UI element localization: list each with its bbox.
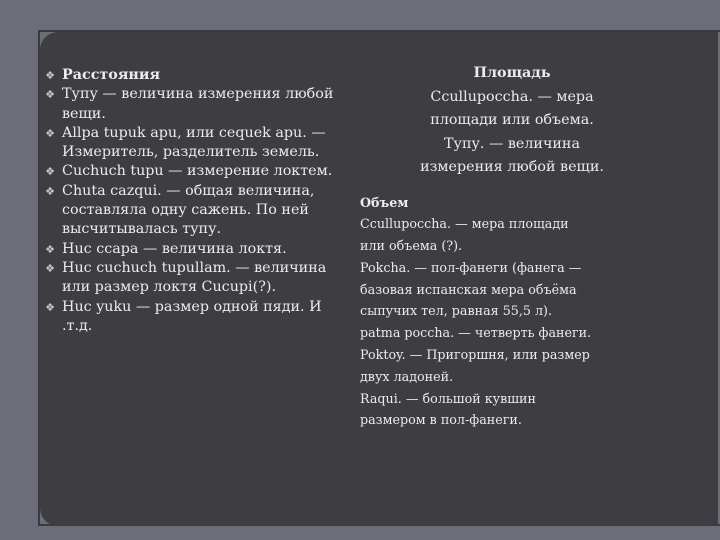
volume-line: Pokcha. — пол-фанеги (фанега — <box>360 259 582 275</box>
area-line: площади или объема. <box>430 112 594 128</box>
bullet-icon: ❖ <box>45 261 55 275</box>
list-item <box>45 182 344 240</box>
volume-line: Ccullupoccha. — мера площади <box>360 216 569 232</box>
list-item <box>45 240 344 259</box>
bullet-icon: ❖ <box>45 300 55 314</box>
volume-line: patma poccha. — четверть фанеги. <box>360 325 592 341</box>
list-item <box>45 124 344 163</box>
list-item <box>45 66 344 85</box>
list-item <box>45 259 344 298</box>
area-line: измерения любой вещи. <box>420 159 604 175</box>
list-item-text: Тупу — величина измерения любой вещи. <box>62 86 334 122</box>
distances-heading: Расстояния <box>62 67 161 83</box>
volume-line: Poktoy. — Пригоршня, или размер <box>360 347 590 363</box>
bullet-icon: ❖ <box>45 184 55 198</box>
list-item <box>45 85 344 124</box>
area-heading: Площадь <box>473 65 551 81</box>
bullet-icon: ❖ <box>45 69 55 82</box>
area-line: Ccullupoccha. — мера <box>430 88 594 105</box>
bullet-icon: ❖ <box>45 165 55 179</box>
area-section <box>402 62 622 180</box>
area-line: Тупу. — величина <box>444 135 580 152</box>
volume-line: Raqui. — большой кувшин <box>360 390 536 406</box>
volume-line: сыпучих тел, равная 55,5 л). <box>360 303 553 319</box>
volume-section <box>360 192 658 432</box>
volume-line: базовая испанская мера объёма <box>360 281 577 297</box>
list-item-text: Chuta cazqui. — общая величина, составляла одну сажень. По ней высчитывалась тупу. <box>62 182 315 238</box>
list-item-text: Huc ccapa — величина локтя. <box>62 240 287 257</box>
volume-line: размером в пол-фанеги. <box>360 412 522 428</box>
bullet-icon: ❖ <box>45 126 55 140</box>
list-item-text: Cuchuch tupu — измерение локтем. <box>62 163 333 180</box>
list-item-text: Huc yuku — размер одной пяди. И .т.д. <box>62 298 322 334</box>
area-volume-column <box>360 62 658 431</box>
distances-column <box>45 66 344 336</box>
volume-line: или объема (?). <box>360 238 463 254</box>
list-item <box>45 162 344 181</box>
list-item <box>45 298 344 337</box>
content-panel <box>40 32 718 526</box>
distances-list <box>45 66 344 336</box>
list-item-text: Huc cuchuch tupullam. — величина или размер локтя Cucupi(?). <box>62 259 327 296</box>
volume-heading: Объем <box>360 194 409 210</box>
bullet-icon: ❖ <box>45 242 55 256</box>
bullet-icon: ❖ <box>45 88 55 102</box>
volume-line: двух ладоней. <box>360 368 454 384</box>
list-item-text: Allpa tupuk apu, или cequek apu. — Измеритель, разделитель земель. <box>62 124 326 161</box>
